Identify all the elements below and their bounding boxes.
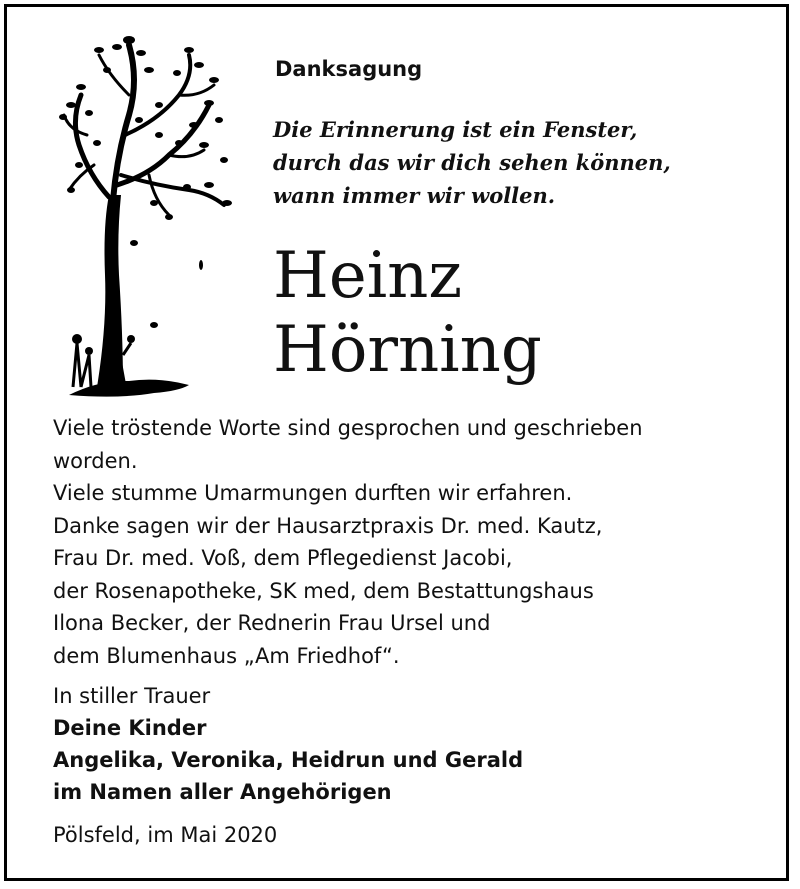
body-line: Frau Dr. med. Voß, dem Pflegedienst Jacobi, [53, 546, 513, 570]
body-line: Viele stumme Umarmungen durften wir erfahren. [53, 481, 573, 505]
quote-line: durch das wir dich sehen können, [273, 150, 671, 175]
mourners-block [53, 680, 523, 808]
place-date: Pölsfeld, im Mai 2020 [53, 823, 278, 847]
mourners-line: Deine Kinder [53, 716, 207, 740]
last-name: Hörning [273, 313, 542, 387]
notice-heading: Danksagung [275, 57, 423, 81]
notice-frame [4, 4, 789, 881]
mourners-line: im Namen aller Angehörigen [53, 780, 392, 804]
body-line: dem Blumenhaus „Am Friedhof“. [53, 643, 400, 668]
body-line: Danke sagen wir der Hausarztpraxis Dr. med. Kautz, [53, 513, 603, 538]
deceased-name [273, 239, 542, 387]
tree-icon [59, 25, 234, 405]
quote-line: Die Erinnerung ist ein Fenster, [273, 117, 638, 142]
quote-line: wann immer wir wollen. [273, 183, 556, 208]
body-line: der Rosenapotheke, SK med, dem Bestattungshaus [53, 578, 594, 603]
first-name: Heinz [273, 239, 463, 313]
body-line: Viele tröstende Worte sind gesprochen und geschrieben [53, 416, 643, 440]
body-line: Ilona Becker, der Rednerin Frau Ursel und [53, 611, 491, 635]
mourners-line: Angelika, Veronika, Heidrun und Gerald [53, 748, 524, 772]
mourners-intro: In stiller Trauer [53, 684, 211, 708]
thank-you-text [53, 412, 643, 672]
body-line: worden. [53, 448, 138, 473]
memorial-quote [273, 113, 671, 212]
